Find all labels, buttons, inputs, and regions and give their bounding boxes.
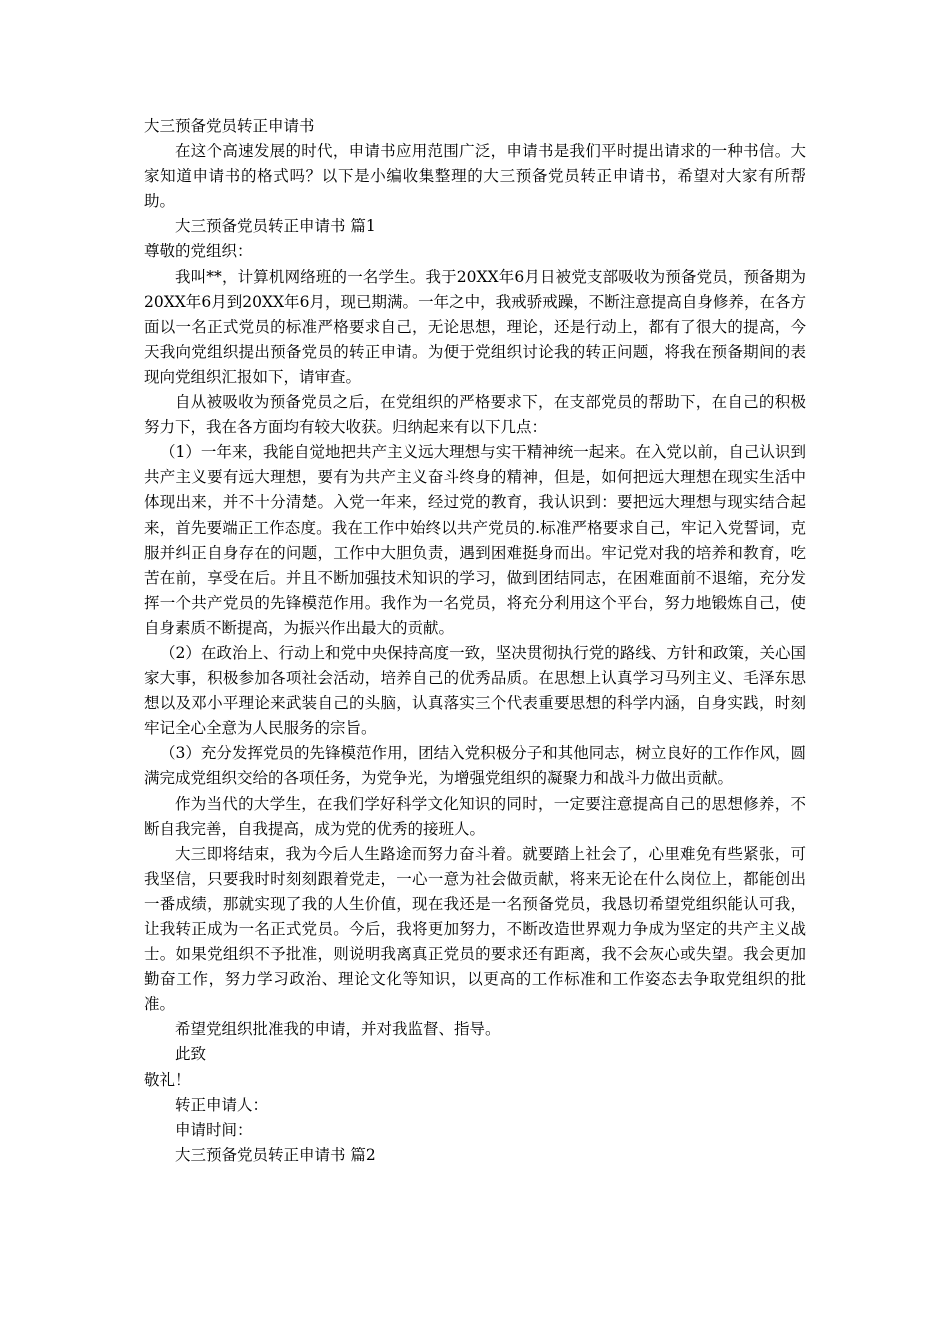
paragraph-point-3: （3）充分发挥党员的先锋模范作用，团结入党积极分子和其他同志，树立良好的工作作风，圆满完成党组织交给的各项任务，为党争光，为增强党组织的凝聚力和战斗力做出贡献。 bbox=[144, 744, 806, 788]
document-page bbox=[144, 114, 806, 1168]
closing-cizhi: 此致 bbox=[175, 1045, 207, 1064]
salutation: 尊敬的党组织： bbox=[144, 242, 253, 261]
signer-label: 转正申请人： bbox=[175, 1095, 269, 1114]
closing-jingli: 敬礼！ bbox=[144, 1070, 191, 1089]
paragraph-point-2: （2）在政治上、行动上和党中央保持高度一致，坚决贯彻执行党的路线、方针和政策，关心国家大事，积极参加各项社会活动，培养自己的优秀品质。在思想上认真学习马列主义、毛泽东思想以及邓小平理论来武装自己的头脑，认真落实三个代表重要思想的科学内涵，自身实践，时刻牢记全心全意为人民服务的宗旨。 bbox=[144, 643, 806, 738]
section-2-title: 大三预备党员转正申请书 篇2 bbox=[175, 1145, 376, 1164]
section-1-title: 大三预备党员转正申请书 篇1 bbox=[175, 217, 376, 236]
paragraph-6: 作为当代的大学生，在我们学好科学文化知识的同时，一定要注意提高自己的思想修养，不断自我完善，自我提高，成为党的优秀的接班人。 bbox=[144, 794, 806, 838]
paragraph-1: 我叫**，计算机网络班的一名学生。我于20XX年6月日被党支部吸收为预备党员，预备期为20XX年6月到20XX年6月，现已期满。一年之中，我戒骄戒躁，不断注意提高自身修养，在各方面以一名正式党员的标准严格要求自己，无论思想，理论，还是行动上，都有了很大的提高，今天我向党组织提出预备党员的转正申请。为便于党组织讨论我的转正问题，将我在预备期间的表现向党组织汇报如下，请审查。 bbox=[144, 267, 806, 386]
paragraph-7: 大三即将结束，我为今后人生路途而努力奋斗着。就要踏上社会了，心里难免有些紧张，可我坚信，只要我时时刻刻跟着党走，一心一意为社会做贡献，将来无论在什么岗位上，都能创出一番成绩，那就实现了我的人生价值，现在我还是一名预备党员，我恳切希望党组织能认可我，让我转正成为一名正式党员。今后，我将更加努力，不断改造世界观力争成为坚定的共产主义战士。如果党组织不予批准，则说明我离真正党员的要求还有距离，我不会灰心或失望。我会更加勤奋工作，努力学习政治、理论文化等知识，以更高的工作标准和工作姿态去争取党组织的批准。 bbox=[144, 844, 806, 1014]
intro-paragraph: 在这个高速发展的时代，申请书应用范围广泛，申请书是我们平时提出请求的一种书信。大家知道申请书的格式吗？以下是小编收集整理的大三预备党员转正申请书，希望对大家有所帮助。 bbox=[144, 142, 806, 211]
paragraph-8: 希望党组织批准我的申请，并对我监督、指导。 bbox=[175, 1020, 501, 1039]
date-label: 申请时间： bbox=[175, 1120, 253, 1139]
document-title: 大三预备党员转正申请书 bbox=[144, 117, 315, 135]
paragraph-2: 自从被吸收为预备党员之后，在党组织的严格要求下，在支部党员的帮助下，在自己的积极努力下，我在各方面均有较大收获。归纳起来有以下几点： bbox=[144, 393, 806, 437]
paragraph-point-1: （1）一年来，我能自觉地把共产主义远大理想与实干精神统一起来。在入党以前，自己认识到共产主义要有远大理想，要有为共产主义奋斗终身的精神，但是，如何把远大理想在现实生活中体现出来，并不十分清楚。入党一年来，经过党的教育，我认识到：要把远大理想与现实结合起来，首先要端正工作态度。我在工作中始终以共产党员的.标准严格要求自己，牢记入党誓词，克服并纠正自身存在的问题，工作中大胆负责，遇到困难挺身而出。牢记党对我的培养和教育，吃苦在前，享受在后。并且不断加强技术知识的学习，做到团结同志，在困难面前不退缩，充分发挥一个共产党员的先锋模范作用。我作为一名党员，将充分利用这个平台，努力地锻炼自己，使自身素质不断提高，为振兴作出最大的贡献。 bbox=[144, 443, 806, 637]
